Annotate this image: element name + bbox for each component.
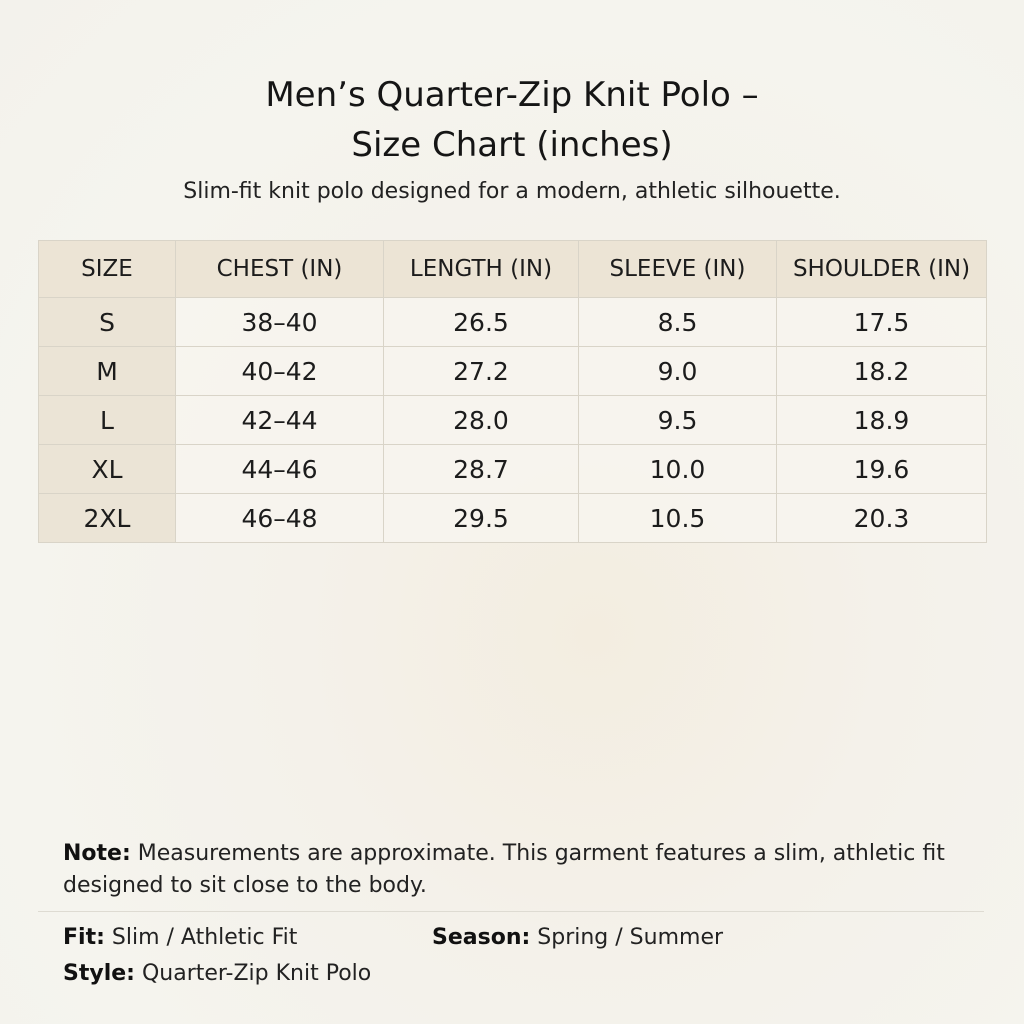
chest-cell: 46–48 <box>176 494 384 543</box>
table-row <box>39 396 987 445</box>
length-cell: 26.5 <box>384 298 579 347</box>
column-header-length: LENGTH (IN) <box>384 241 579 298</box>
fit-label: Fit: <box>63 925 105 950</box>
sleeve-cell: 8.5 <box>579 298 777 347</box>
column-header-size: SIZE <box>39 241 176 298</box>
shoulder-cell: 18.9 <box>777 396 987 445</box>
note-label: Note: <box>63 841 131 866</box>
size-cell: XL <box>39 445 176 494</box>
chest-cell: 38–40 <box>176 298 384 347</box>
divider <box>38 911 984 912</box>
size-cell: S <box>39 298 176 347</box>
chest-cell: 40–42 <box>176 347 384 396</box>
season-label: Season: <box>432 925 531 950</box>
title-line-1: Men’s Quarter-Zip Knit Polo – <box>265 75 759 115</box>
sleeve-cell: 10.5 <box>579 494 777 543</box>
length-cell: 28.0 <box>384 396 579 445</box>
measurement-note <box>63 838 963 902</box>
size-chart-table <box>38 240 987 543</box>
shoulder-cell: 18.2 <box>777 347 987 396</box>
season-value: Spring / Summer <box>530 925 724 950</box>
season-detail <box>432 922 723 954</box>
shoulder-cell: 20.3 <box>777 494 987 543</box>
chest-cell: 44–46 <box>176 445 384 494</box>
note-text: Measurements are approximate. This garment features a slim, athletic fit designed to sit close to the body. <box>63 841 945 898</box>
length-cell: 28.7 <box>384 445 579 494</box>
table-row <box>39 494 987 543</box>
style-label: Style: <box>63 961 135 986</box>
size-cell: 2XL <box>39 494 176 543</box>
table-row <box>39 445 987 494</box>
chest-cell: 42–44 <box>176 396 384 445</box>
length-cell: 29.5 <box>384 494 579 543</box>
table-header-row <box>39 241 987 298</box>
length-cell: 27.2 <box>384 347 579 396</box>
title-line-2: Size Chart (inches) <box>351 125 673 165</box>
fit-detail <box>63 922 297 954</box>
sleeve-cell: 9.0 <box>579 347 777 396</box>
page-title <box>0 70 1024 170</box>
table-row <box>39 298 987 347</box>
style-detail <box>63 958 371 990</box>
size-cell: M <box>39 347 176 396</box>
shoulder-cell: 17.5 <box>777 298 987 347</box>
table-row <box>39 347 987 396</box>
column-header-sleeve: SLEEVE (IN) <box>579 241 777 298</box>
sleeve-cell: 10.0 <box>579 445 777 494</box>
column-header-chest: CHEST (IN) <box>176 241 384 298</box>
column-header-shoulder: SHOULDER (IN) <box>777 241 987 298</box>
sleeve-cell: 9.5 <box>579 396 777 445</box>
shoulder-cell: 19.6 <box>777 445 987 494</box>
page-subtitle: Slim-fit knit polo designed for a modern, athletic silhouette. <box>183 179 841 204</box>
fit-value: Slim / Athletic Fit <box>104 925 298 950</box>
style-value: Quarter-Zip Knit Polo <box>134 961 372 986</box>
size-cell: L <box>39 396 176 445</box>
